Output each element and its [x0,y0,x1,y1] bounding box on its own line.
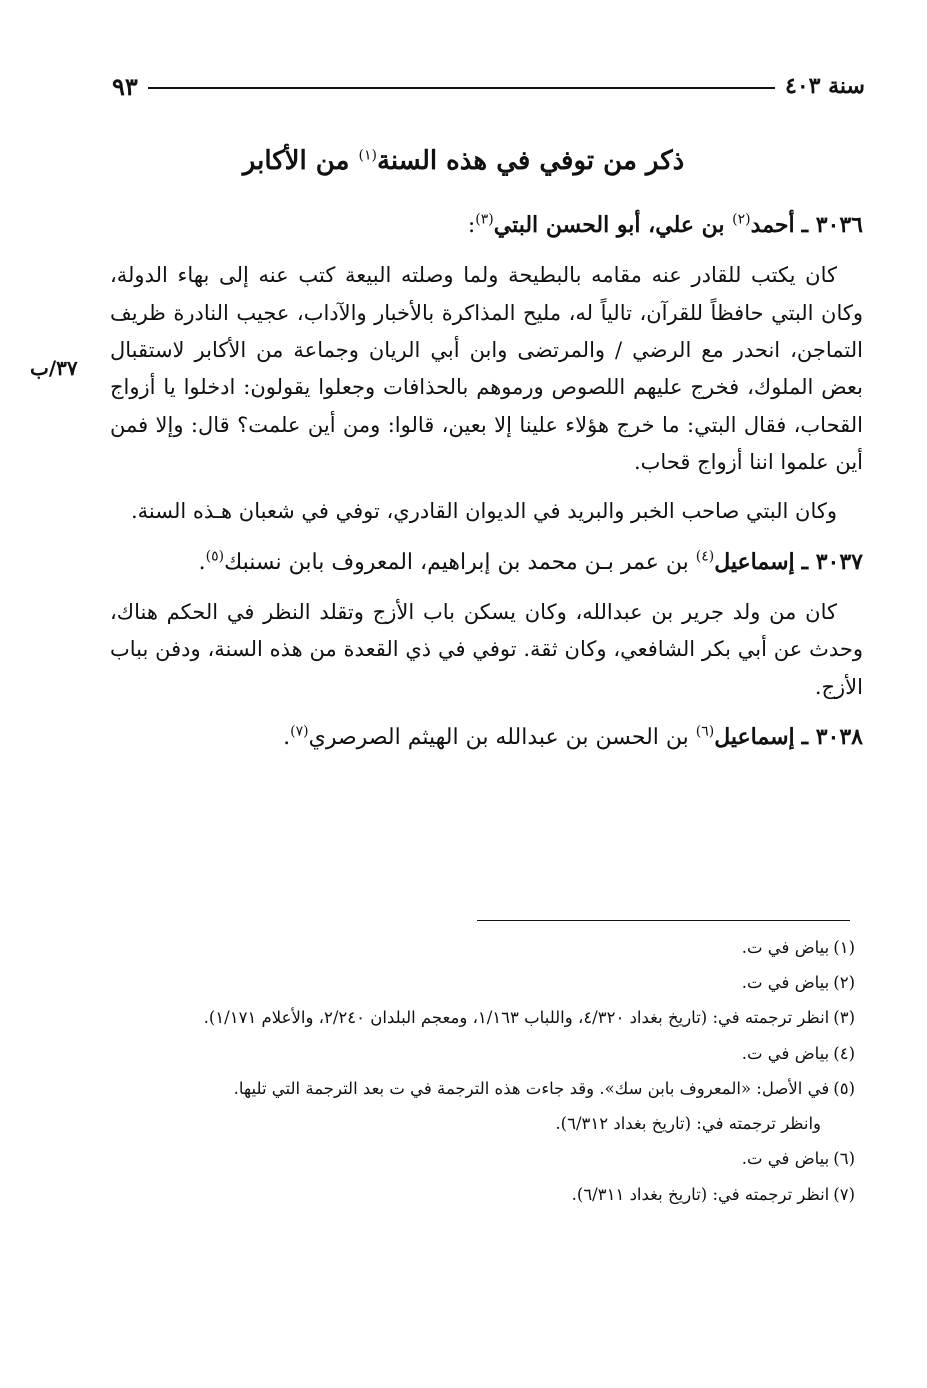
heading-footnote-ref: (١) [358,147,377,164]
running-head [112,66,865,106]
footnote-text: بياض في ت. [741,1043,830,1063]
page-number: ٩٣ [112,71,138,101]
footnote-mark: (٢) [833,973,855,993]
footnote [110,1075,855,1102]
entry-name-rest: بن الحسن بن عبدالله بن الهيثم الصرصري [308,725,696,751]
entry-name-rest: بن عمر بـن محمد بن إبراهيم، المعروف بابن نسنبك [224,549,696,575]
footnote [110,1145,855,1172]
entry-heading [110,543,863,582]
heading-text-start: ذكر من توفي في هذه السنة [376,146,685,176]
footnote [110,1181,855,1208]
footnote-ref: (٣) [475,211,494,228]
footnote-mark: (٤) [833,1043,855,1063]
heading-text-end: من الأكابر [242,146,359,176]
footnote-ref: (٤) [695,548,715,565]
footnote-mark: (٦) [833,1149,855,1169]
footnote-text: وانظر ترجمته في: (تاريخ بغداد ٦/٣١٢). [555,1114,821,1134]
entry-paragraph: كان من ولد جرير بن عبدالله، وكان يسكن باب الأزج وتقلد النظر في الحكم هناك، وحدث عن أبي بكر الشافعي، وكان ثقة. توفي في ذي القعدة من هذه السنة، ودفن بباب الأزج. [110,599,863,699]
header-rule [148,87,775,89]
footnote-text: بياض في ت. [741,1149,830,1169]
footnote-text: انظر ترجمته في: (تاريخ بغداد ٤/٣٢٠، واللباب ١/١٦٣، ومعجم البلدان ٢/٢٤٠، والأعلام ١/١٧١). [203,1008,830,1028]
footnote-ref: (٦) [695,723,715,740]
footnote-mark: (١) [833,938,855,957]
entry-name-rest: بن علي، أبو الحسن البتي [493,212,733,238]
footnote [110,969,855,996]
entry-number: ٣٠٣٦ ـ [801,212,863,238]
footnote-continuation [110,1110,855,1137]
footnote-mark: (٧) [833,1184,855,1204]
entry-number: ٣٠٣٨ ـ [801,724,863,751]
footnote-text: في الأصل: «المعروف بابن سك». وقد جاءت هذه الترجمة في ت بعد الترجمة التي تليها. [233,1078,830,1098]
footnote-ref: (٢) [732,211,751,228]
entry-paragraph: كان يكتب للقادر عنه مقامه بالبطيحة ولما وصلته البيعة كتب عنه إلى بهاء الدولة، وكان البتي حافظاً للقرآن، تالياً له، مليح المذاكرة بالأخبار والآداب، عجيب النادرة ظريف التماجن، انحدر مع الرضي / والمرتضى وابن أبي الريان وجماعة من الأكابر لاستقبال بعض الملوك، فخرج عليهم اللصوص ورموهم بالحذافات وجعلوا يقولون: ادخلوا يا أزواج القحاب، فقال البتي: ما خرج هؤلاء علينا إلا بعين، قالوا: ومن أين علمت؟ قال: وإلا فمن أين علموا اننا أزواج قحاب. [110,263,863,475]
entry-number: ٣٠٣٧ ـ [801,548,863,575]
footnote [110,1040,855,1067]
footnote-mark: (٣) [833,1008,855,1028]
entry-punct: . [198,549,206,575]
entry-paragraph: وكان البتي صاحب الخبر والبريد في الديوان القادري، توفي في شعبان هـذه السنة. [130,499,837,524]
footnote-ref: (٥) [205,548,225,565]
footnote-ref: (٧) [290,723,309,740]
entry-heading [110,206,863,245]
footnote-divider [477,920,850,921]
main-text [110,206,863,769]
footnote-text: انظر ترجمته في: (تاريخ بغداد ٦/٣١١). [571,1184,830,1204]
footnote-text: بياض في ت. [741,973,830,993]
entry-name: أحمد [750,212,795,238]
entry-punct: . [283,725,291,751]
footnote [110,1004,855,1031]
entry-punct: : [467,213,476,238]
footnote [110,934,855,961]
footnotes [110,934,855,1216]
entry-name: إسماعيل [714,724,795,751]
entry-name: إسماعيل [714,548,795,575]
margin-note: ٣٧/ب [30,356,78,380]
running-title: سنة ٤٠٣ [785,73,865,99]
entry-heading [110,718,863,757]
footnote-mark: (٥) [833,1078,855,1098]
section-heading [60,146,867,176]
footnote-text: بياض في ت. [741,938,830,957]
